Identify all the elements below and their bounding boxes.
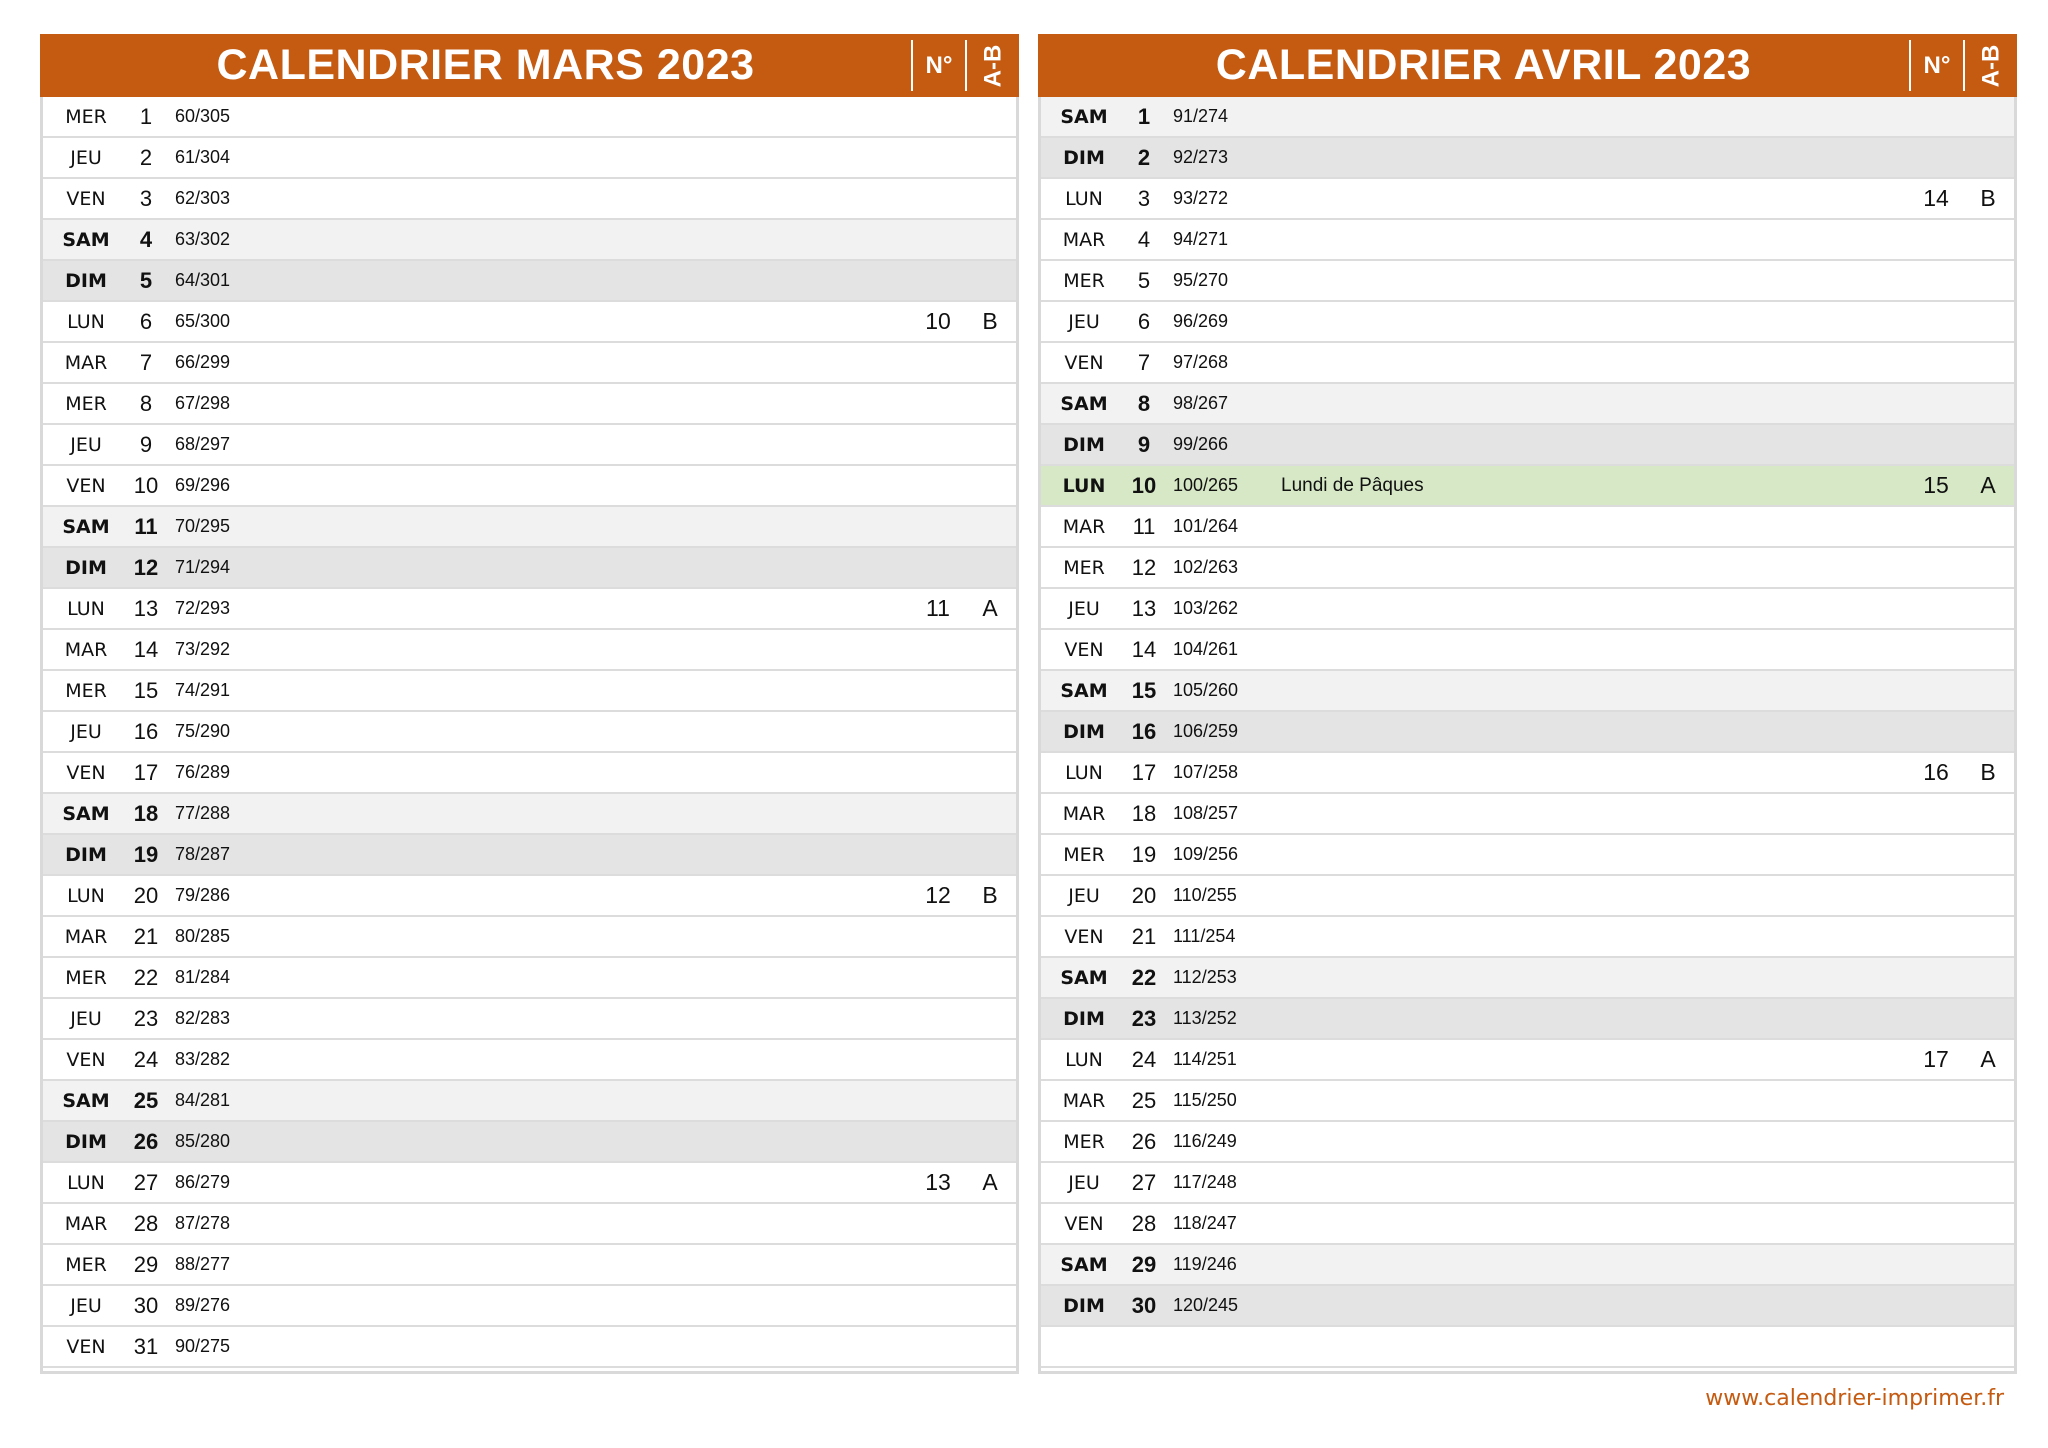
day-name: LUN: [67, 884, 105, 907]
calendar-header: [1038, 34, 2017, 97]
day-number: 26: [1131, 1128, 1157, 1154]
day-of-year: 80/285: [175, 926, 231, 946]
day-of-year: 77/288: [175, 803, 231, 823]
day-of-year: 110/255: [1173, 885, 1237, 905]
day-of-year: 83/282: [175, 1049, 231, 1069]
day-number: 27: [1131, 1169, 1157, 1195]
day-of-year: 97/268: [1173, 352, 1229, 372]
day-number: 25: [1131, 1087, 1157, 1113]
day-name: LUN: [1062, 474, 1106, 497]
day-row: [43, 1122, 1016, 1163]
week-ab: A: [1980, 472, 1996, 498]
day-row: [1041, 589, 2014, 630]
day-row: [43, 384, 1016, 425]
day-number: 15: [1131, 677, 1157, 703]
day-number: 22: [133, 964, 159, 990]
week-number-header: N°: [1909, 40, 1963, 91]
day-name: MER: [65, 105, 107, 128]
day-name: JEU: [70, 720, 102, 743]
day-number: 15: [133, 677, 159, 703]
day-of-year: 120/245: [1173, 1295, 1239, 1315]
day-row: [43, 343, 1016, 384]
day-number: 5: [1137, 267, 1151, 293]
day-row: [1041, 1163, 2014, 1204]
day-row: [43, 1204, 1016, 1245]
day-row: [1041, 1040, 2014, 1081]
day-of-year: 68/297: [175, 434, 231, 454]
day-of-year: 72/293: [175, 598, 231, 618]
day-number: 28: [1131, 1210, 1157, 1236]
day-row: [1041, 1122, 2014, 1163]
day-number: 21: [133, 923, 159, 949]
day-name: VEN: [1064, 1212, 1104, 1235]
day-of-year: 65/300: [175, 311, 231, 331]
day-number: 12: [1131, 554, 1157, 580]
day-number: 24: [133, 1046, 159, 1072]
day-name: SAM: [1060, 392, 1108, 415]
week-number: 17: [1923, 1046, 1949, 1072]
day-row: [43, 548, 1016, 589]
day-number: 11: [1132, 513, 1156, 539]
day-of-year: 93/272: [1173, 188, 1229, 208]
day-row: [1041, 1245, 2014, 1286]
day-of-year: 87/278: [175, 1213, 231, 1233]
day-of-year: 106/259: [1173, 721, 1239, 741]
day-name: VEN: [66, 761, 106, 784]
day-number: 6: [139, 308, 153, 334]
day-of-year: 82/283: [175, 1008, 231, 1028]
day-number: 24: [1131, 1046, 1157, 1072]
day-name: VEN: [66, 1335, 106, 1358]
day-of-year: 85/280: [175, 1131, 231, 1151]
day-name: VEN: [66, 474, 106, 497]
calendar-title: CALENDRIER MARS 2023: [216, 41, 755, 89]
week-number-header: N°: [911, 40, 965, 91]
day-of-year: 107/258: [1173, 762, 1239, 782]
day-row: [43, 876, 1016, 917]
day-number: 16: [1131, 718, 1157, 744]
day-row: [43, 466, 1016, 507]
day-of-year: 116/249: [1173, 1131, 1237, 1151]
day-name: MAR: [1062, 228, 1106, 251]
day-number: 29: [1131, 1251, 1157, 1277]
day-of-year: 78/287: [175, 844, 231, 864]
day-name: VEN: [1064, 638, 1104, 661]
day-number: 21: [1131, 923, 1157, 949]
day-name: MER: [65, 966, 107, 989]
day-name: SAM: [1060, 1253, 1108, 1276]
day-of-year: 99/266: [1173, 434, 1229, 454]
day-name: DIM: [65, 556, 107, 579]
day-row: [1041, 835, 2014, 876]
day-of-year: 73/292: [175, 639, 231, 659]
day-number: 12: [133, 554, 159, 580]
day-row: [1041, 753, 2014, 794]
day-of-year: 86/279: [175, 1172, 231, 1192]
day-name: MER: [65, 1253, 107, 1276]
day-row: [1041, 1204, 2014, 1245]
day-row: [1041, 179, 2014, 220]
day-name: DIM: [1063, 1294, 1105, 1317]
day-name: JEU: [70, 146, 102, 169]
ab-week-header-label: A-B: [1977, 44, 2004, 87]
day-name: SAM: [62, 802, 110, 825]
footer-website-link[interactable]: www.calendrier-imprimer.fr: [1705, 1386, 2004, 1411]
ab-week-header: [965, 40, 1019, 91]
week-ab: A: [982, 595, 998, 621]
day-of-year: 76/289: [175, 762, 231, 782]
day-row: [1041, 507, 2014, 548]
day-of-year: 79/286: [175, 885, 231, 905]
day-row: [1041, 999, 2014, 1040]
day-name: LUN: [67, 1171, 105, 1194]
day-number: 20: [133, 882, 159, 908]
day-name: LUN: [1065, 761, 1103, 784]
week-number: 14: [1923, 185, 1949, 211]
day-row: [43, 1163, 1016, 1204]
day-row: [43, 917, 1016, 958]
day-row: [43, 302, 1016, 343]
day-name: VEN: [1064, 351, 1104, 374]
day-name: MAR: [64, 925, 108, 948]
day-of-year: 89/276: [175, 1295, 231, 1315]
day-number: 13: [1131, 595, 1157, 621]
day-name: MAR: [64, 1212, 108, 1235]
day-row: [43, 97, 1016, 138]
day-name: SAM: [1060, 105, 1108, 128]
day-name: MAR: [64, 351, 108, 374]
week-number: 11: [926, 595, 950, 621]
day-row: [43, 261, 1016, 302]
day-number: 17: [133, 759, 159, 785]
day-number: 11: [134, 513, 158, 539]
day-of-year: 113/252: [1173, 1008, 1237, 1028]
day-row: [43, 1081, 1016, 1122]
day-number: 9: [1137, 431, 1151, 457]
day-name: JEU: [1068, 1171, 1100, 1194]
day-row: [43, 507, 1016, 548]
day-row: [43, 1040, 1016, 1081]
day-of-year: 62/303: [175, 188, 231, 208]
day-of-year: 95/270: [1173, 270, 1229, 290]
day-name: VEN: [66, 1048, 106, 1071]
day-of-year: 92/273: [1173, 147, 1229, 167]
day-name: JEU: [70, 1007, 102, 1030]
day-of-year: 103/262: [1173, 598, 1239, 618]
day-of-year: 64/301: [175, 270, 231, 290]
day-number: 25: [133, 1087, 159, 1113]
day-of-year: 84/281: [175, 1090, 231, 1110]
day-number: 23: [133, 1005, 159, 1031]
day-row: [43, 425, 1016, 466]
day-row: [1041, 1286, 2014, 1327]
day-of-year: 96/269: [1173, 311, 1229, 331]
day-row: [43, 671, 1016, 712]
day-number: 19: [133, 841, 159, 867]
week-number: 10: [925, 308, 951, 334]
day-name: JEU: [1068, 310, 1100, 333]
day-number: 9: [139, 431, 153, 457]
day-of-year: 105/260: [1173, 680, 1239, 700]
day-number: 1: [139, 103, 153, 129]
day-number: 18: [133, 800, 159, 826]
day-row: [1041, 1081, 2014, 1122]
day-of-year: 66/299: [175, 352, 231, 372]
day-name: MAR: [1062, 802, 1106, 825]
day-row: [1041, 343, 2014, 384]
day-number: 4: [1137, 226, 1151, 252]
day-number: 8: [139, 390, 153, 416]
day-name: MAR: [1062, 1089, 1106, 1112]
day-number: 28: [133, 1210, 159, 1236]
day-row: [1041, 220, 2014, 261]
day-of-year: 112/253: [1173, 967, 1237, 987]
day-number: 16: [133, 718, 159, 744]
day-of-year: 104/261: [1173, 639, 1239, 659]
day-name: MER: [1063, 1130, 1105, 1153]
day-of-year: 119/246: [1173, 1254, 1237, 1274]
day-name: MAR: [64, 638, 108, 661]
ab-week-header-label: A-B: [979, 44, 1006, 87]
day-row: [1041, 958, 2014, 999]
day-of-year: 108/257: [1173, 803, 1239, 823]
day-number: 3: [139, 185, 153, 211]
calendar-header: [40, 34, 1019, 97]
day-name: VEN: [1064, 925, 1104, 948]
day-row: [1041, 794, 2014, 835]
day-of-year: 90/275: [175, 1336, 231, 1356]
day-row: [43, 630, 1016, 671]
day-row: [43, 753, 1016, 794]
day-of-year: 63/302: [175, 229, 231, 249]
day-of-year: 114/251: [1173, 1049, 1237, 1069]
day-row: [43, 1286, 1016, 1327]
day-of-year: 71/294: [175, 557, 231, 577]
day-number: 19: [1131, 841, 1157, 867]
ab-week-header: [1963, 40, 2017, 91]
day-number: 22: [1131, 964, 1157, 990]
day-of-year: 75/290: [175, 721, 231, 741]
day-of-year: 102/263: [1173, 557, 1239, 577]
day-row: [43, 220, 1016, 261]
week-ab: A: [982, 1169, 998, 1195]
day-number: 5: [139, 267, 153, 293]
day-name: SAM: [62, 228, 110, 251]
day-name: JEU: [1068, 597, 1100, 620]
day-of-year: 61/304: [175, 147, 231, 167]
day-row: [1041, 302, 2014, 343]
day-row: [43, 712, 1016, 753]
day-row: [43, 179, 1016, 220]
day-name: DIM: [1063, 1007, 1105, 1030]
day-of-year: 98/267: [1173, 393, 1229, 413]
day-name: SAM: [1060, 679, 1108, 702]
day-of-year: 101/264: [1173, 516, 1239, 536]
day-of-year: 118/247: [1173, 1213, 1237, 1233]
day-row: [1041, 712, 2014, 753]
day-name: JEU: [70, 433, 102, 456]
day-number: 27: [133, 1169, 159, 1195]
day-row: [1041, 138, 2014, 179]
day-name: JEU: [70, 1294, 102, 1317]
day-of-year: 81/284: [175, 967, 231, 987]
day-of-year: 88/277: [175, 1254, 231, 1274]
day-name: SAM: [1060, 966, 1108, 989]
day-number: 7: [139, 349, 153, 375]
day-number: 18: [1131, 800, 1157, 826]
day-of-year: 109/256: [1173, 844, 1239, 864]
day-number: 4: [139, 226, 153, 252]
week-ab: B: [982, 308, 998, 334]
day-number: 30: [1131, 1292, 1157, 1318]
week-ab: A: [1980, 1046, 1996, 1072]
day-of-year: 60/305: [175, 106, 231, 126]
day-rows: [43, 97, 1016, 1368]
day-row: [1041, 876, 2014, 917]
day-row: [1041, 548, 2014, 589]
day-of-year: 69/296: [175, 475, 231, 495]
day-row: [1041, 97, 2014, 138]
day-number: 29: [133, 1251, 159, 1277]
day-row: [1041, 466, 2014, 507]
day-of-year: 115/250: [1173, 1090, 1237, 1110]
day-number: 2: [139, 144, 153, 170]
day-of-year: 74/291: [175, 680, 231, 700]
calendar-title: CALENDRIER AVRIL 2023: [1215, 41, 1752, 89]
week-ab: B: [982, 882, 998, 908]
day-row: [1041, 671, 2014, 712]
day-row: [1041, 261, 2014, 302]
day-name: LUN: [67, 597, 105, 620]
day-of-year: 70/295: [175, 516, 231, 536]
day-number: 31: [133, 1333, 159, 1359]
day-row: [1041, 1327, 2014, 1368]
day-number: 10: [1131, 472, 1157, 498]
day-name: LUN: [67, 310, 105, 333]
day-number: 23: [1131, 1005, 1157, 1031]
day-row: [43, 1327, 1016, 1368]
day-row: [43, 794, 1016, 835]
day-name: MER: [1063, 269, 1105, 292]
day-row: [43, 589, 1016, 630]
day-name: DIM: [1063, 146, 1105, 169]
day-name: VEN: [66, 187, 106, 210]
day-name: MAR: [1062, 515, 1106, 538]
day-number: 10: [133, 472, 159, 498]
event-label: Lundi de Pâques: [1281, 474, 1424, 496]
day-of-year: 94/271: [1173, 229, 1229, 249]
day-number: 30: [133, 1292, 159, 1318]
day-number: 3: [1137, 185, 1151, 211]
week-number: 16: [1923, 759, 1949, 785]
day-name: MER: [65, 679, 107, 702]
day-row: [43, 999, 1016, 1040]
day-row: [1041, 425, 2014, 466]
day-name: MER: [1063, 843, 1105, 866]
day-of-year: 117/248: [1173, 1172, 1237, 1192]
week-ab: B: [1980, 759, 1996, 785]
day-row: [43, 138, 1016, 179]
day-name: MER: [65, 392, 107, 415]
day-number: 7: [1137, 349, 1151, 375]
day-number: 20: [1131, 882, 1157, 908]
day-of-year: 111/254: [1173, 926, 1236, 946]
day-name: LUN: [1065, 187, 1103, 210]
day-row: [43, 835, 1016, 876]
day-name: DIM: [1063, 433, 1105, 456]
day-number: 2: [1137, 144, 1151, 170]
day-name: JEU: [1068, 884, 1100, 907]
day-number: 1: [1137, 103, 1151, 129]
day-name: LUN: [1065, 1048, 1103, 1071]
day-name: SAM: [62, 515, 110, 538]
day-rows: [1041, 97, 2014, 1368]
day-row: [1041, 917, 2014, 958]
calendar-march: [40, 34, 1019, 1374]
week-number: 13: [925, 1169, 951, 1195]
day-number: 17: [1131, 759, 1157, 785]
week-number: 15: [1923, 472, 1949, 498]
week-ab: B: [1980, 185, 1996, 211]
day-of-year: 67/298: [175, 393, 231, 413]
day-number: 8: [1137, 390, 1151, 416]
day-of-year: 91/274: [1173, 106, 1229, 126]
day-number: 13: [133, 595, 159, 621]
day-name: DIM: [65, 269, 107, 292]
week-number: 12: [925, 882, 951, 908]
day-name: DIM: [1063, 720, 1105, 743]
day-name: DIM: [65, 1130, 107, 1153]
day-row: [1041, 384, 2014, 425]
day-number: 6: [1137, 308, 1151, 334]
calendar-april: [1038, 34, 2017, 1374]
day-number: 14: [133, 636, 159, 662]
day-name: MER: [1063, 556, 1105, 579]
day-name: SAM: [62, 1089, 110, 1112]
day-of-year: 100/265: [1173, 475, 1239, 495]
day-row: [1041, 630, 2014, 671]
day-number: 26: [133, 1128, 159, 1154]
day-row: [43, 1245, 1016, 1286]
day-row: [43, 958, 1016, 999]
day-name: DIM: [65, 843, 107, 866]
day-number: 14: [1131, 636, 1157, 662]
